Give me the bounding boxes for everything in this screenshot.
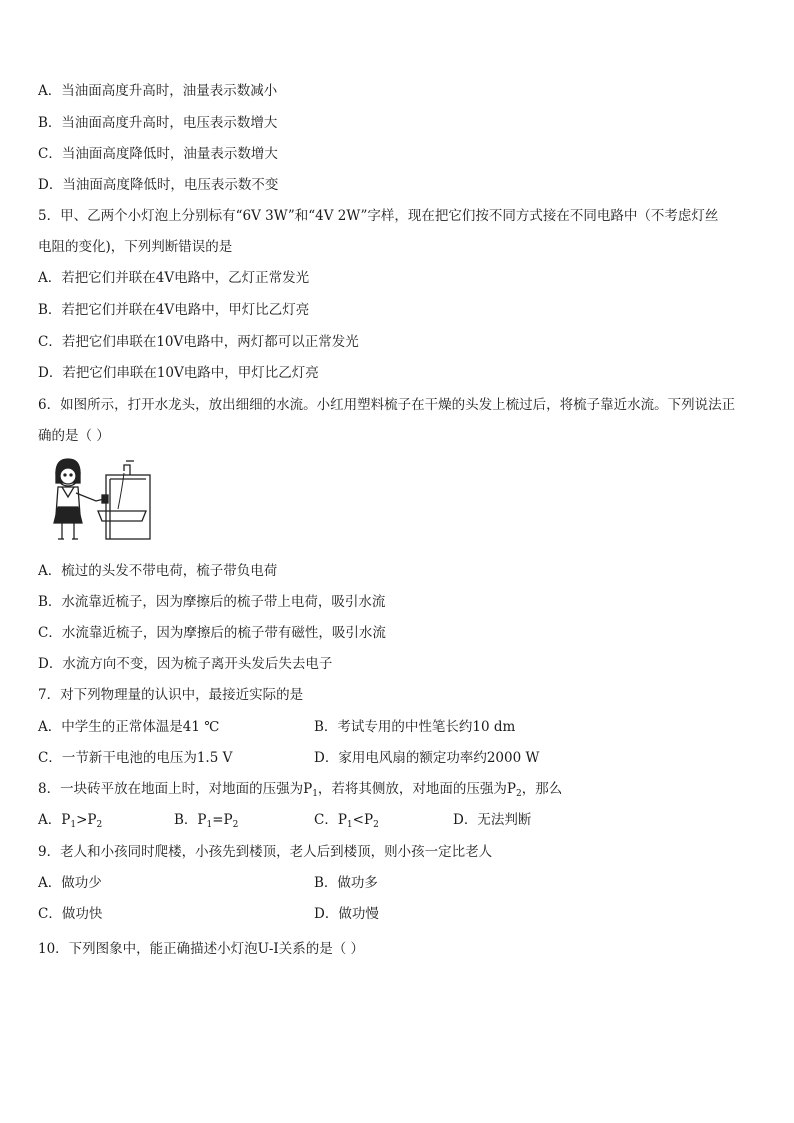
q5-option-d: D．若把它们串联在10V电路中，甲灯比乙灯亮 (38, 365, 319, 381)
q8-stem-part2: ，若将其侧放，对地面的压强为P (317, 781, 517, 797)
q6-option-b: B．水流靠近梳子，因为摩擦后的梳子带上电荷，吸引水流 (38, 594, 386, 610)
q8-option-b (174, 811, 238, 834)
q8-opt-a-sub2: 2 (96, 820, 103, 830)
q8-opt-c-text: C．P (314, 812, 347, 828)
q4-option-a: A．当油面高度升高时，油量表示数减小 (38, 83, 278, 99)
q8-stem (38, 780, 562, 803)
q7-option-d: D．家用电风扇的额定功率约2000 W (314, 750, 540, 766)
q9-stem: 9．老人和小孩同时爬楼，小孩先到楼顶，老人后到楼顶，则小孩一定比老人 (38, 844, 493, 860)
q4-option-c: C．当油面高度降低时，油量表示数增大 (38, 146, 278, 162)
q8-opt-b-sub1: 1 (206, 820, 213, 830)
q10-stem: 10．下列图象中，能正确描述小灯泡U-I关系的是（ ） (38, 941, 365, 957)
q8-stem-part3: ，那么 (521, 781, 563, 797)
q6-stem-line2: 确的是（ ） (38, 428, 110, 444)
q6-option-a: A．梳过的头发不带电荷，梳子带负电荷 (38, 563, 278, 579)
q8-opt-b-rel: =P (212, 812, 233, 828)
q9-option-a: A．做功少 (38, 875, 102, 891)
q8-stem-part1: 8．一块砖平放在地面上时，对地面的压强为P (38, 781, 313, 797)
q8-opt-a-rel: >P (76, 812, 97, 828)
q8-opt-b-text: B．P (174, 812, 207, 828)
q4-option-b: B．当油面高度升高时，电压表示数增大 (38, 115, 278, 131)
q9-option-b: B．做功多 (314, 875, 378, 891)
q5-stem-line2: 电阻的变化)，下列判断错误的是 (38, 239, 233, 255)
q8-option-d: D．无法判断 (453, 812, 532, 828)
q8-option-a (38, 811, 102, 834)
q8-sub-2: 2 (516, 789, 522, 799)
q7-stem: 7．对下列物理量的认识中，最接近实际的是 (38, 687, 304, 703)
q5-option-a: A．若把它们并联在4V电路中，乙灯正常发光 (38, 270, 310, 286)
q8-opt-b-sub2: 2 (232, 820, 239, 830)
q6-option-c: C．水流靠近梳子，因为摩擦后的梳子带有磁性，吸引水流 (38, 625, 386, 641)
q4-option-d: D．当油面高度降低时，电压表示数不变 (38, 177, 279, 193)
q8-opt-c-sub1: 1 (346, 820, 353, 830)
q5-option-c: C．若把它们串联在10V电路中，两灯都可以正常发光 (38, 334, 359, 350)
q7-option-c: C．一节新干电池的电压为1.5 V (38, 750, 233, 766)
q7-option-a: A．中学生的正常体温是41 ℃ (38, 719, 220, 735)
q8-opt-c-sub2: 2 (373, 820, 379, 830)
girl-faucet-illustration (48, 455, 158, 543)
q8-sub-1: 1 (312, 789, 318, 799)
q7-option-b: B．考试专用的中性笔长约10 dm (314, 719, 516, 735)
q8-opt-a-sub1: 1 (70, 820, 77, 830)
q6-stem-line1: 6．如图所示，打开水龙头，放出细细的水流。小红用塑料梳子在干燥的头发上梳过后，将梳子靠近水流。下列说法正 (38, 397, 736, 413)
q5-option-b: B．若把它们并联在4V电路中，甲灯比乙灯亮 (38, 302, 310, 318)
q8-option-c (314, 811, 379, 834)
q8-opt-c-rel: <P (352, 812, 374, 828)
q9-option-c: C．做功快 (38, 906, 103, 922)
q8-opt-a-text: A．P (38, 812, 71, 828)
q9-option-d: D．做功慢 (314, 906, 379, 922)
q6-option-d: D．水流方向不变，因为梳子离开头发后失去电子 (38, 656, 333, 672)
q5-stem-line1: 5．甲、乙两个小灯泡上分别标有“6V 3W”和“4V 2W”字样，现在把它们按不同方式接在不同电路中（不考虑灯丝 (38, 208, 719, 224)
